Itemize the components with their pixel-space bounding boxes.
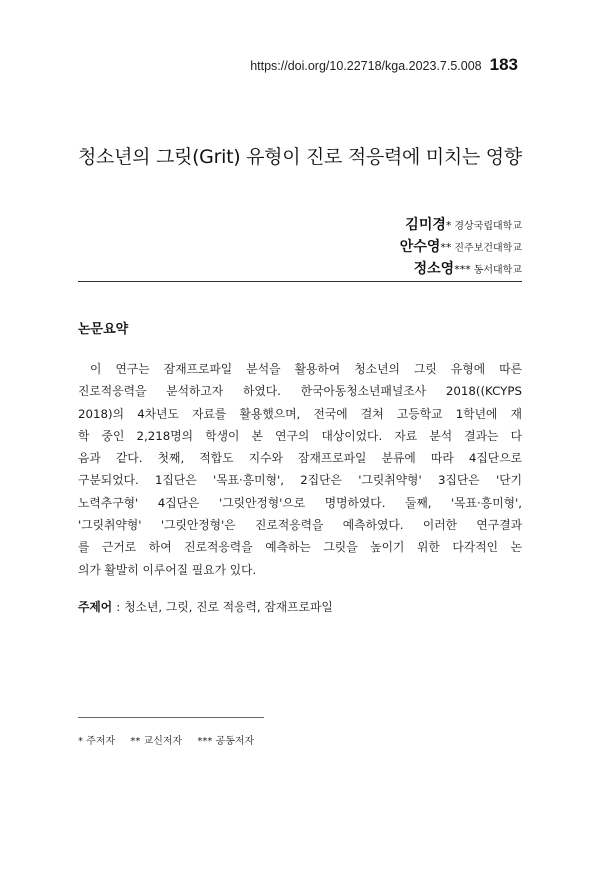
abstract-line: 2018)의 4차년도 자료를 활용했으며, 전국에 걸쳐 고등학교 1학년에 재 xyxy=(78,406,522,421)
abstract-line: 노력추구형' 4집단은 '그릿안정형'으로 명명하였다. 둘째, '목표·흥미형', xyxy=(78,495,522,510)
abstract-line: 음과 같다. 첫째, 적합도 지수와 잠재프로파일 분류에 따라 4집단으로 xyxy=(78,451,522,466)
author-name: 김미경 xyxy=(405,217,446,233)
footnote-divider xyxy=(78,717,264,718)
keywords-text: 청소년, 그릿, 진로 적응력, 잠재프로파일 xyxy=(124,600,333,614)
abstract-line: '그릿취약형' '그릿안정형'은 진로적응력을 예측하였다. 이러한 연구결과 xyxy=(78,518,522,533)
abstract-heading: 논문요약 xyxy=(78,322,129,337)
abstract-line: 학 중인 2,218명의 학생이 본 연구의 대상이었다. 자료 분석 결과는 다 xyxy=(78,428,522,443)
keywords-label: 주제어 xyxy=(78,600,113,614)
author-name: 정소영 xyxy=(413,261,455,277)
abstract-line: 이 연구는 잠재프로파일 분석을 활용하여 청소년의 그릿 유형에 따른 xyxy=(90,362,522,376)
abstract-line: 진로적응력을 분석하고자 하였다. 한국아동청소년패널조사 2018((KCYPS xyxy=(78,384,522,399)
page-header xyxy=(250,55,518,75)
keywords-separator: : xyxy=(116,600,121,614)
doi-link[interactable]: https://doi.org/10.22718/kga.2023.7.5.008 xyxy=(250,59,482,73)
abstract-line: 구분되었다. 1집단은 '목표·흥미형', 2집단은 '그릿취약형' 3집단은 '단기 xyxy=(78,473,522,488)
author-mark: * xyxy=(445,219,452,232)
footnote-item: ** 교신저자 xyxy=(130,736,183,747)
author-entry xyxy=(400,257,522,279)
author-affiliation: 경상국립대학교 xyxy=(454,221,522,232)
author-affiliation: 진주보건대학교 xyxy=(454,243,522,254)
author-mark: ** xyxy=(440,241,452,254)
footnote-item: *** 공동저자 xyxy=(197,736,255,747)
keywords xyxy=(78,598,333,615)
abstract-line: 의가 활발히 이루어질 필요가 있다. xyxy=(78,562,257,577)
footnotes xyxy=(78,732,266,747)
author-mark: *** xyxy=(454,263,471,276)
author-name: 안수영 xyxy=(399,239,441,255)
abstract-line: 를 근거로 하여 진로적응력을 예측하는 그릿을 높이기 위한 다각적인 논 xyxy=(78,540,522,555)
author-entry xyxy=(400,235,522,257)
abstract-body xyxy=(78,358,522,581)
paper-title: 청소년의 그릿(Grit) 유형이 진로 적응력에 미치는 영향 xyxy=(78,146,522,168)
footnote-item: * 주저자 xyxy=(78,736,116,747)
author-entry xyxy=(400,213,522,235)
author-list xyxy=(400,213,522,279)
page-number: 183 xyxy=(489,55,518,74)
title-divider xyxy=(78,281,522,282)
author-affiliation: 동서대학교 xyxy=(473,265,522,276)
